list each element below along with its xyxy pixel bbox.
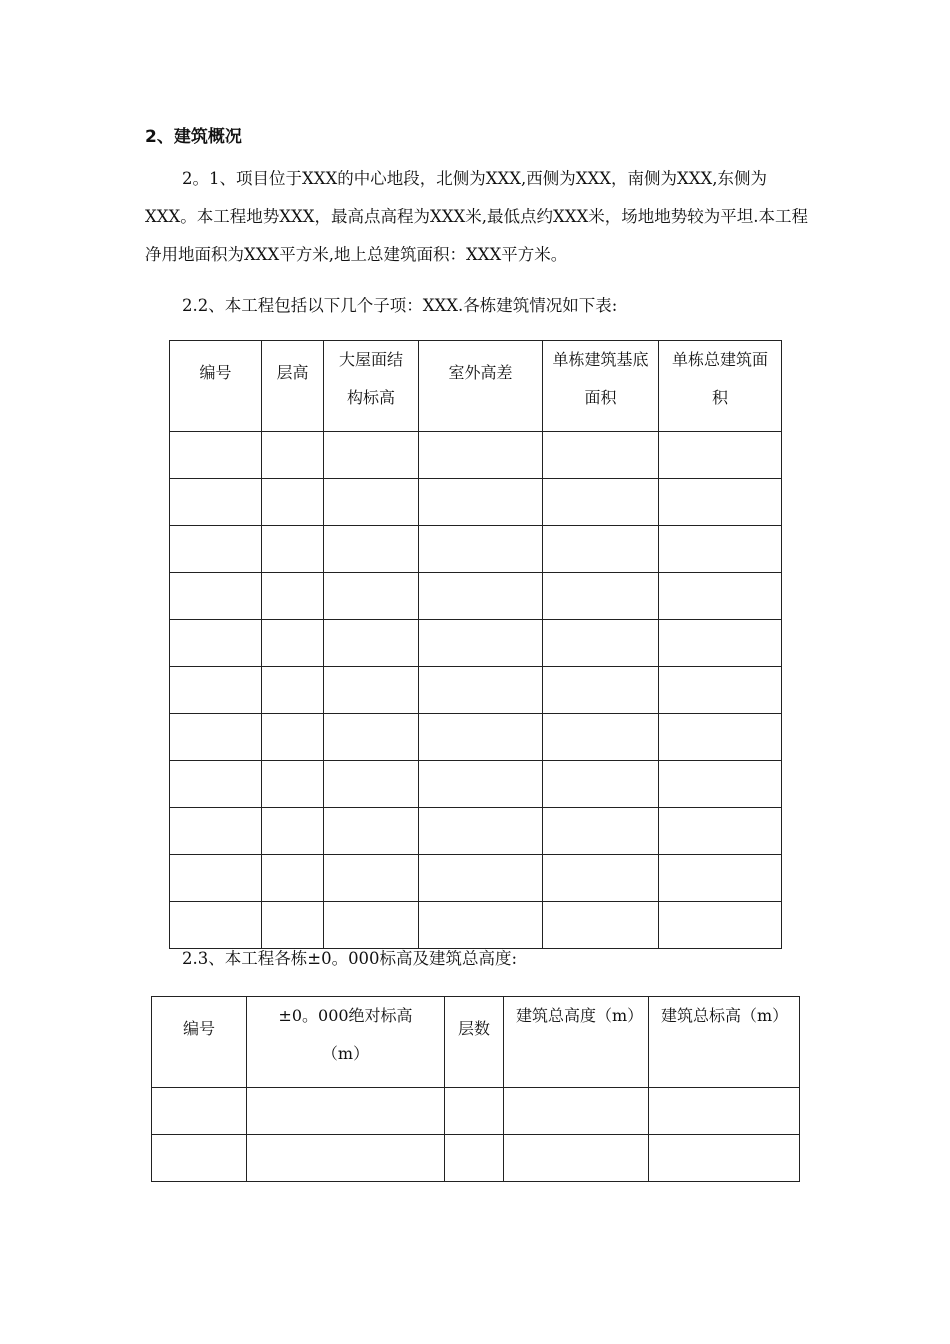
table-header-row bbox=[152, 997, 800, 1088]
table-row bbox=[170, 714, 782, 761]
table-row bbox=[152, 1088, 800, 1135]
header-cell-floor-height: 层高 bbox=[262, 341, 324, 432]
table-row bbox=[170, 855, 782, 902]
table-row bbox=[170, 432, 782, 479]
paragraph-elevations: 2.3、本工程各栋±0。000标高及建筑总高度: bbox=[182, 949, 518, 968]
header-cell-floors: 层数 bbox=[445, 997, 504, 1088]
building-info-table bbox=[169, 340, 782, 949]
table-row bbox=[152, 1135, 800, 1182]
header-cell-total-height: 建筑总高度（m） bbox=[504, 997, 649, 1088]
paragraph-project-location: 2。1、项目位于XXX的中心地段，北侧为XXX,西侧为XXX，南侧为XXX,东侧为XXX。本工程地势XXX，最高点高程为XXX米,最低点约XXX米，场地地势较为平坦.本工程净用地面积为XXX平方米,地上总建筑面积：XXX平方米。 bbox=[145, 169, 808, 264]
header-cell-id: 编号 bbox=[152, 997, 247, 1088]
header-cell-total-elevation: 建筑总标高（m） bbox=[649, 997, 800, 1088]
table-row bbox=[170, 573, 782, 620]
table-header-row bbox=[170, 341, 782, 432]
header-cell-roof-elevation: 大屋面结构标高 bbox=[324, 341, 419, 432]
header-cell-total-area: 单栋总建筑面积 bbox=[659, 341, 782, 432]
header-cell-absolute-elevation: ±0。000绝对标高（m） bbox=[247, 997, 445, 1088]
header-cell-id: 编号 bbox=[170, 341, 262, 432]
header-cell-base-area: 单栋建筑基底面积 bbox=[543, 341, 659, 432]
table-row bbox=[170, 761, 782, 808]
section-heading: 2、建筑概况 bbox=[145, 127, 242, 147]
table-row bbox=[170, 526, 782, 573]
header-cell-outdoor-diff: 室外高差 bbox=[419, 341, 543, 432]
table-row bbox=[170, 479, 782, 526]
table-row bbox=[170, 808, 782, 855]
table-row bbox=[170, 667, 782, 714]
elevation-table bbox=[151, 996, 800, 1182]
paragraph-subprojects: 2.2、本工程包括以下几个子项：XXX.各栋建筑情况如下表: bbox=[182, 296, 618, 315]
table-row bbox=[170, 620, 782, 667]
